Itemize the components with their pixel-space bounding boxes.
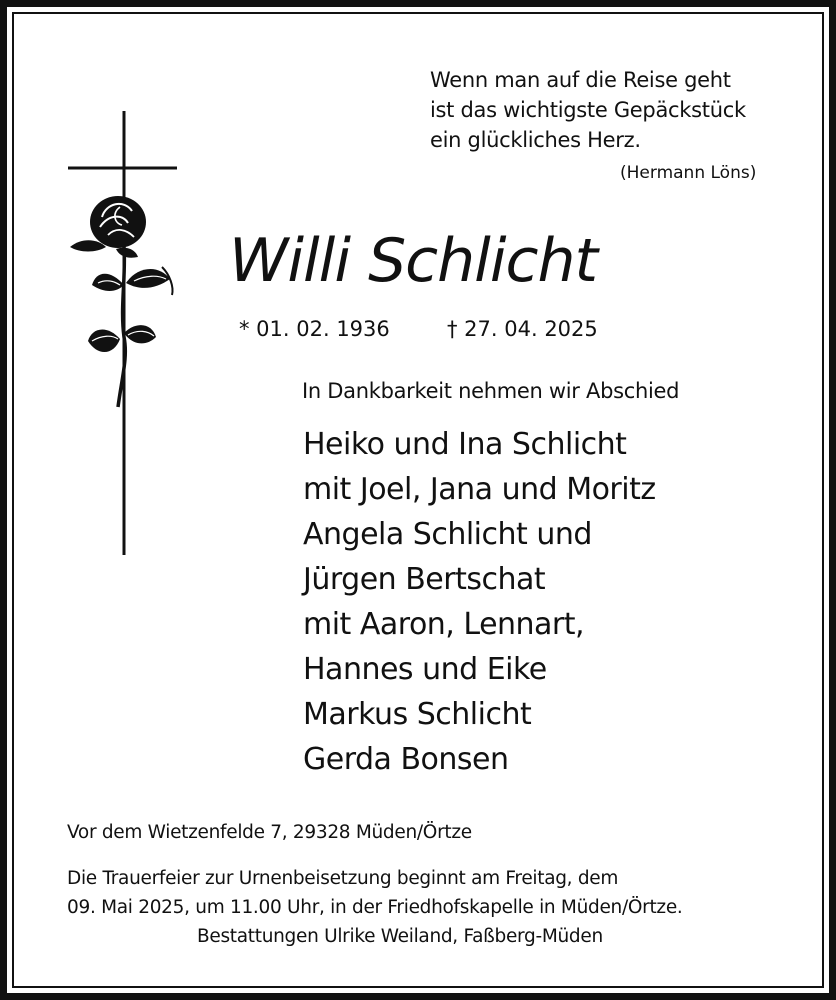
address: Vor dem Wietzenfelde 7, 29328 Müden/Örtze [67, 822, 472, 843]
deceased-name: Willi Schlicht [229, 226, 598, 296]
mourner-line: Gerda Bonsen [303, 742, 509, 777]
service-line: Die Trauerfeier zur Urnenbeisetzung beginnt am Freitag, dem [67, 868, 619, 889]
death-date: † 27. 04. 2025 [447, 317, 598, 341]
mourner-line: Angela Schlicht und [303, 517, 592, 552]
quote-source: (Hermann Löns) [620, 163, 757, 183]
mourner-line: Hannes und Eike [303, 652, 547, 687]
birth-date: * 01. 02. 1936 [239, 317, 390, 341]
rose-icon [70, 196, 173, 407]
quote-line: ist das wichtigste Gepäckstück [430, 98, 746, 122]
mourner-line: mit Joel, Jana und Moritz [303, 472, 656, 507]
quote [430, 65, 746, 155]
mourner-line: mit Aaron, Lennart, [303, 607, 585, 642]
mourner-line: Markus Schlicht [303, 697, 532, 732]
mourner-line: Heiko und Ina Schlicht [303, 427, 627, 462]
mourners-list [303, 422, 656, 782]
cross-with-rose-icon [62, 107, 182, 557]
farewell-intro: In Dankbarkeit nehmen wir Abschied [302, 379, 680, 403]
mourner-line: Jürgen Bertschat [303, 562, 546, 597]
quote-line: Wenn man auf die Reise geht [430, 68, 731, 92]
service-info [67, 864, 683, 922]
quote-line: ein glückliches Herz. [430, 128, 641, 152]
undertaker: Bestattungen Ulrike Weiland, Faßberg-Müden [197, 926, 603, 947]
service-line: 09. Mai 2025, um 11.00 Uhr, in der Friedhofskapelle in Müden/Örtze. [67, 897, 683, 918]
